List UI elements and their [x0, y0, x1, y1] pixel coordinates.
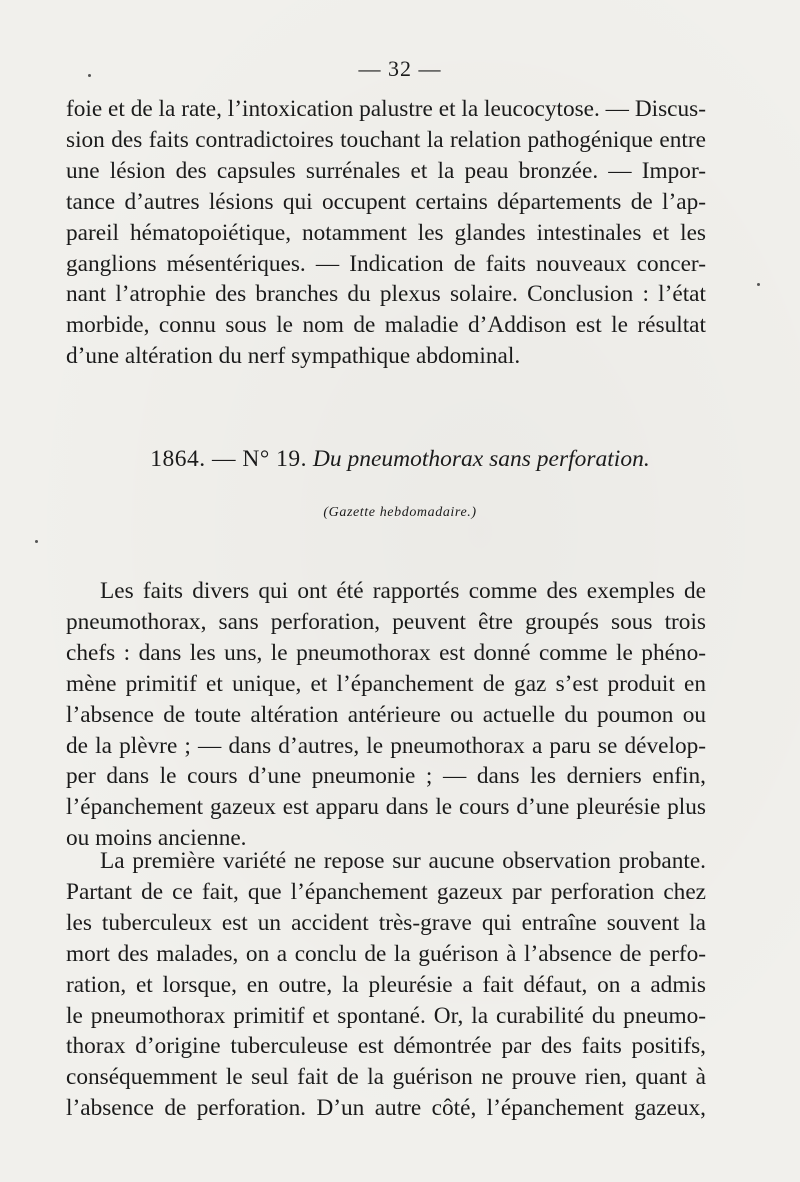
source-citation: (Gazette hebdomadaire.)	[323, 505, 477, 520]
text-line: sion des faits contradictoires touchant la relation pathogénique entre	[66, 126, 706, 153]
heading-title: Du pneumothorax sans perforation.	[312, 446, 650, 472]
text-line: une lésion des capsules surrénales et la peau bronzée. — Impor-	[66, 157, 706, 184]
paragraph-summary-continuation	[66, 94, 706, 372]
page-number: — 32 —	[358, 56, 442, 81]
text-line: pareil hématopoiétique, notamment les glandes intestinales et les	[66, 219, 706, 246]
text-line: foie et de la rate, l’intoxication palustre et la leucocytose. — Discus-	[66, 96, 706, 122]
heading-number: 1864. — N° 19.	[150, 446, 308, 472]
text-line: mort des malades, on a conclu de la guérison à l’absence de perfo-	[66, 940, 706, 967]
text-line: ration, et lorsque, en outre, la pleurésie a fait défaut, on a admis	[66, 971, 706, 998]
text-line: de la plèvre ; — dans d’autres, le pneumothorax a paru se dévelop-	[66, 732, 706, 759]
text-line: l’absence de toute altération antérieure ou actuelle du poumon ou	[66, 701, 706, 728]
section-heading	[0, 446, 800, 473]
text-line: d’une altération du nerf sympathique abdominal.	[66, 343, 521, 370]
text-line: mène primitif et unique, et l’épanchement de gaz s’est produit en	[66, 670, 706, 697]
text-line: conséquemment le seul fait de la guérison ne prouve rien, quant à	[66, 1064, 706, 1091]
text-line: per dans le cours d’une pneumonie ; — dans les derniers enfin,	[66, 763, 706, 790]
paper-speck	[757, 283, 760, 286]
text-line: morbide, connu sous le nom de maladie d’Addison est le résultat	[66, 312, 706, 339]
text-line: ou moins ancienne.	[66, 825, 247, 852]
text-line: Partant de ce fait, que l’épanchement gazeux par perforation chez	[66, 878, 706, 905]
paper-speck	[35, 540, 38, 543]
text-line: nant l’atrophie des branches du plexus solaire. Conclusion : l’état	[66, 281, 706, 308]
text-line: chefs : dans les uns, le pneumothorax est donné comme le phéno-	[66, 639, 706, 666]
paragraph-body-2	[66, 846, 706, 1124]
paragraph-body-1	[66, 576, 706, 854]
text-line: ganglions mésentériques. — Indication de faits nouveaux concer-	[66, 250, 706, 277]
text-line: l’absence de perforation. D’un autre côté, l’épanchement gazeux,	[66, 1095, 706, 1122]
text-line: l’épanchement gazeux est apparu dans le cours d’une pleurésie plus	[66, 794, 706, 821]
text-line: tance d’autres lésions qui occupent certains départements de l’ap-	[66, 188, 706, 215]
text-line: thorax d’origine tuberculeuse est démontrée par des faits positifs,	[66, 1033, 706, 1060]
text-line: La première variété ne repose sur aucune observation probante.	[100, 848, 706, 874]
text-line: pneumothorax, sans perforation, peuvent être groupés sous trois	[66, 608, 706, 635]
paper-speck	[88, 74, 91, 77]
text-line: les tuberculeux est un accident très-grave qui entraîne souvent la	[66, 909, 706, 936]
text-line: le pneumothorax primitif et spontané. Or, la curabilité du pneumo-	[66, 1002, 706, 1029]
text-line: Les faits divers qui ont été rapportés comme des exemples de	[100, 578, 706, 604]
